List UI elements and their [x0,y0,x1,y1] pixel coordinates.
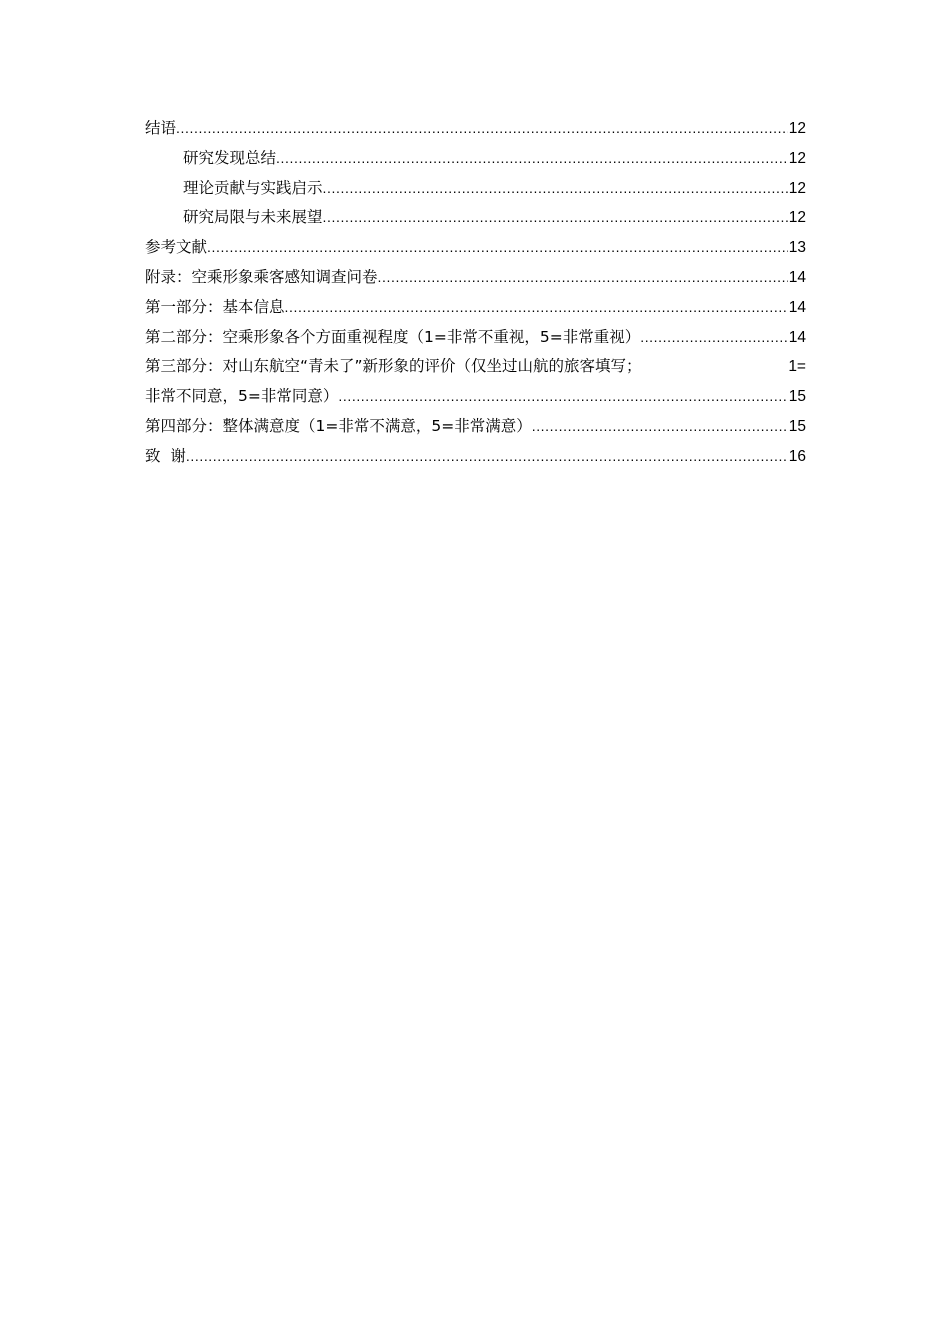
toc-entry-title: 第二部分：空乘形象各个方面重视程度（1=非常不重视，5=非常重视） [145,327,641,346]
toc-entry-page: 15 [788,388,806,406]
toc-entry-title: 理论贡献与实践启示 [183,178,323,197]
toc-entry-title: 第三部分：对山东航空“青未了”新形象的评价（仅坐过山航的旅客填写； [145,357,642,376]
toc-entry-part-one[interactable] [145,293,806,323]
toc-dot-leader [378,263,788,293]
toc-dot-leader [176,114,788,144]
toc-dot-leader [532,412,788,442]
toc-entry-title: 结语 [145,119,177,137]
toc-entry-contributions[interactable] [145,174,806,204]
toc-entry-line [145,352,806,382]
toc-entry-page: 14 [788,268,806,286]
toc-dot-leader [285,293,788,323]
toc-entry-title-tail: 1= [788,358,806,376]
toc-entry-page: 12 [788,209,806,227]
toc-entry-title: 参考文献 [145,238,208,257]
toc-entry-part-four[interactable] [145,412,806,442]
toc-dot-leader [338,382,787,412]
toc-entry-part-two[interactable] [145,323,806,353]
toc-entry-conclusion[interactable] [145,114,806,144]
toc-entry-limitations[interactable] [145,203,806,233]
toc-entry-page: 14 [788,298,806,316]
toc-entry-title: 非常不同意，5=非常同意） [145,387,339,406]
toc-entry-title: 第一部分：基本信息 [145,297,285,316]
toc-entry-part-three[interactable] [145,352,806,412]
toc-dot-leader [207,233,788,263]
toc-entry-page: 13 [788,239,806,257]
toc-entry-references[interactable] [145,233,806,263]
toc-entry-page: 14 [788,328,806,346]
toc-entry-page: 12 [788,149,806,167]
toc-entry-line [145,382,806,412]
toc-entry-acknowledgements[interactable] [145,442,806,472]
toc-entry-page: 12 [788,120,806,137]
toc-entry-findings-summary[interactable] [145,144,806,174]
toc-entry-title: 附录：空乘形象乘客感知调查问卷 [145,267,378,286]
toc-entry-page: 12 [788,179,806,197]
toc-dot-leader [640,323,788,353]
toc-entry-page: 15 [788,417,806,435]
toc-dot-leader [323,174,788,204]
toc-entry-title: 研究发现总结 [183,148,277,167]
toc-entry-title: 致 谢 [145,446,186,465]
toc-entry-title: 研究局限与未来展望 [183,208,323,227]
toc-dot-leader [276,144,788,174]
toc-dot-leader [186,442,788,472]
table-of-contents [145,114,806,472]
toc-entry-page: 16 [788,447,806,465]
toc-entry-title: 第四部分：整体满意度（1=非常不满意，5=非常满意） [145,416,532,435]
toc-entry-appendix[interactable] [145,263,806,293]
toc-dot-leader [323,203,788,233]
